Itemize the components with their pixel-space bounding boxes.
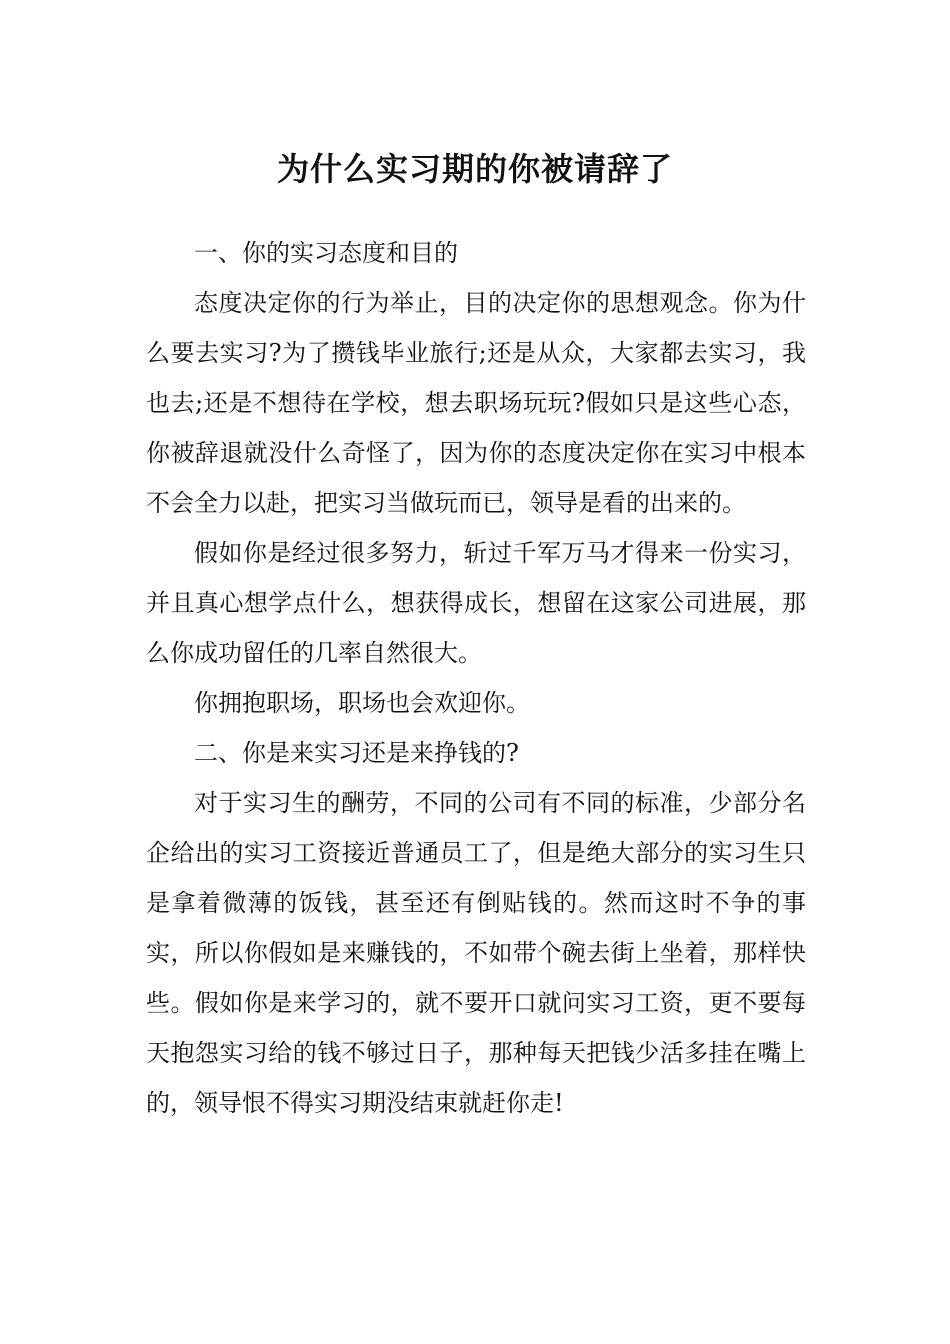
paragraph-effort: 假如你是经过很多努力，斩过千军万马才得来一份实习，并且真心想学点什么，想获得成长，想留在这家公司进展，那么你成功留任的几率自然很大。 bbox=[146, 539, 806, 667]
paragraph-embrace: 你拥抱职场，职场也会欢迎你。 bbox=[194, 689, 530, 717]
paragraph-salary: 对于实习生的酬劳，不同的公司有不同的标准，少部分名企给出的实习工资接近普通员工了，但是绝大部分的实习生只是拿着微薄的饭钱，甚至还有倒贴钱的。然而这时不争的事实，所以你假如是来赚钱的，不如带个碗去街上坐着，那样快些。假如你是来学习的，就不要开口就问实习工资，更不要每天抱怨实习给的钱不够过日子，那种每天把钱少活多挂在嘴上的，领导恨不得实习期没结束就赶你走! bbox=[146, 789, 806, 1117]
document-body bbox=[146, 228, 806, 1128]
document-title: 为什么实习期的你被请辞了 bbox=[276, 150, 673, 189]
section-heading-1: 一、你的实习态度和目的 bbox=[194, 239, 458, 267]
paragraph-attitude: 态度决定你的行为举止，目的决定你的思想观念。你为什么要去实习?为了攒钱毕业旅行;还是从众，大家都去实习，我也去;还是不想待在学校，想去职场玩玩?假如只是这些心态，你被辞退就没什么奇怪了，因为你的态度决定你在实习中根本不会全力以赴，把实习当做玩而已，领导是看的出来的。 bbox=[146, 289, 806, 517]
section-heading-2: 二、你是来实习还是来挣钱的? bbox=[194, 739, 519, 767]
